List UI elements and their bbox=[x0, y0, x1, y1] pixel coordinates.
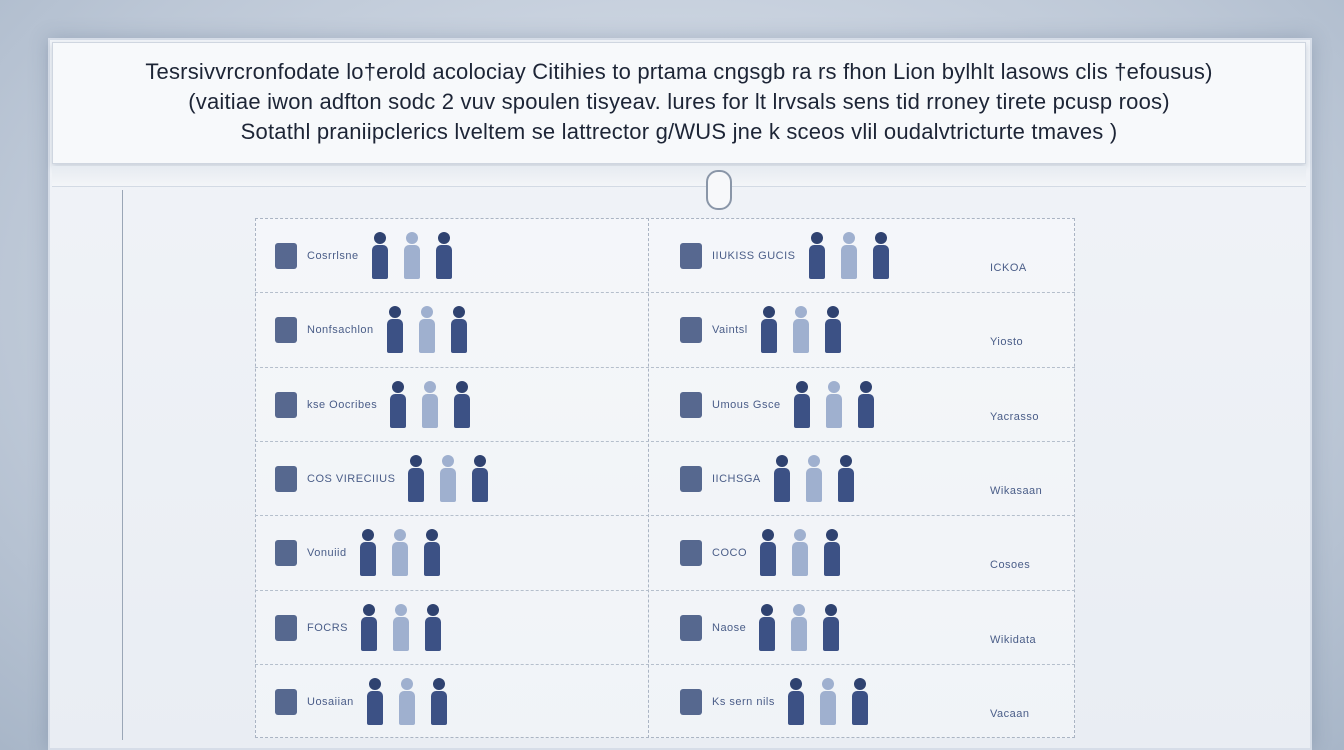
cell-tail-label bbox=[990, 634, 1036, 646]
tail-text: Vacaan bbox=[990, 707, 1030, 720]
cell-tail-label bbox=[990, 262, 1027, 274]
cell-tail-label bbox=[990, 411, 1039, 423]
person-icon bbox=[785, 678, 807, 726]
header-banner bbox=[52, 42, 1306, 164]
header-line-2: (vaitiae iwon adfton sodc 2 vuv spoulen tisyeav. lures for lt lrvsals sens tid rroney tirete pcusp roos) bbox=[188, 89, 1170, 114]
grid-row-divider bbox=[255, 515, 1075, 516]
grid-row-divider bbox=[255, 441, 1075, 442]
person-icon bbox=[849, 678, 871, 726]
grid-cell-right bbox=[680, 306, 844, 354]
person-icon bbox=[357, 529, 379, 577]
grid-cell-left bbox=[275, 381, 473, 429]
person-icon bbox=[803, 455, 825, 503]
person-icon bbox=[822, 306, 844, 354]
grid-cell-left bbox=[275, 232, 455, 280]
cell-tail-label bbox=[990, 336, 1023, 348]
grid-cell-right bbox=[680, 529, 843, 577]
grid-cell-left bbox=[275, 678, 450, 726]
cell-label: COS VIRECIIUS bbox=[307, 472, 396, 485]
person-icon bbox=[405, 455, 427, 503]
cell-label: IIUKISS GUCIS bbox=[712, 250, 796, 262]
cell-label: Umous Gsce bbox=[712, 398, 781, 411]
person-icon bbox=[791, 381, 813, 429]
grid-cell-right bbox=[680, 678, 871, 726]
grid-cell-left bbox=[275, 529, 443, 577]
person-icon bbox=[401, 232, 423, 280]
person-icon bbox=[870, 232, 892, 280]
cell-label: Cosrrlsne bbox=[307, 250, 359, 262]
cell-label: IICHSGA bbox=[712, 472, 761, 485]
grid-cell-left bbox=[275, 455, 491, 503]
person-icon bbox=[771, 455, 793, 503]
cell-label: Vonuiid bbox=[307, 547, 347, 560]
tail-text: Yiosto bbox=[990, 336, 1024, 349]
person-icon bbox=[419, 381, 441, 429]
column-separator bbox=[648, 218, 649, 738]
person-icon bbox=[451, 381, 473, 429]
person-icon bbox=[384, 306, 406, 354]
frame-left-rule bbox=[122, 190, 123, 740]
person-icon bbox=[369, 232, 391, 280]
symbol-icon bbox=[680, 317, 702, 343]
person-icon bbox=[756, 604, 778, 652]
cell-label: Uosaiian bbox=[307, 695, 354, 708]
symbol-icon bbox=[275, 540, 297, 566]
symbol-icon bbox=[275, 317, 297, 343]
person-icon bbox=[820, 604, 842, 652]
cell-tail-label bbox=[990, 708, 1030, 720]
person-icon bbox=[396, 678, 418, 726]
clip-icon bbox=[706, 170, 732, 210]
symbol-icon bbox=[680, 615, 702, 641]
cell-label: Naose bbox=[712, 621, 747, 634]
tail-text: Cosoes bbox=[990, 559, 1031, 572]
grid-row-divider bbox=[255, 292, 1075, 293]
person-icon bbox=[358, 604, 380, 652]
tail-text: Wikasaan bbox=[990, 484, 1043, 497]
person-icon bbox=[788, 604, 810, 652]
grid-cell-right bbox=[680, 381, 877, 429]
grid-cell-right bbox=[680, 455, 857, 503]
symbol-icon bbox=[680, 392, 702, 418]
symbol-icon bbox=[275, 615, 297, 641]
grid-cell-right bbox=[680, 604, 842, 652]
header-line-3: Sotathl praniipclerics lveltem se lattrector g/WUS jne k sceos vlil oudalvtricturte tmaves ) bbox=[240, 119, 1118, 144]
symbol-icon bbox=[680, 243, 702, 269]
symbol-icon bbox=[680, 689, 702, 715]
symbol-icon bbox=[680, 466, 702, 492]
grid-cell-right bbox=[680, 232, 892, 280]
symbol-icon bbox=[275, 689, 297, 715]
tail-text: Yacrasso bbox=[990, 410, 1040, 423]
cell-label: Nonfsachlon bbox=[307, 324, 374, 337]
person-icon bbox=[838, 232, 860, 280]
cell-label: COCO bbox=[712, 547, 747, 560]
header-line-1: Tesrsivvrcronfodate lo†erold acolociay Citihies to prtama cngsgb ra rs fhon Lion bylhlt lasows clis †efousus) bbox=[145, 59, 1213, 84]
cell-label: Ks sern nils bbox=[712, 695, 775, 708]
person-icon bbox=[817, 678, 839, 726]
person-icon bbox=[823, 381, 845, 429]
person-icon bbox=[469, 455, 491, 503]
person-icon bbox=[437, 455, 459, 503]
person-icon bbox=[758, 306, 780, 354]
person-icon bbox=[789, 529, 811, 577]
person-icon bbox=[389, 529, 411, 577]
tail-text: ICKOA bbox=[990, 262, 1027, 274]
clip-rail bbox=[52, 166, 1306, 187]
person-icon bbox=[422, 604, 444, 652]
person-icon bbox=[428, 678, 450, 726]
cell-tail-label bbox=[990, 559, 1030, 571]
person-icon bbox=[364, 678, 386, 726]
cell-tail-label bbox=[990, 485, 1042, 497]
symbol-icon bbox=[275, 466, 297, 492]
person-icon bbox=[835, 455, 857, 503]
symbol-icon bbox=[275, 243, 297, 269]
person-icon bbox=[390, 604, 412, 652]
grid-cell-left bbox=[275, 604, 444, 652]
person-icon bbox=[790, 306, 812, 354]
person-icon bbox=[421, 529, 443, 577]
symbol-icon bbox=[275, 392, 297, 418]
grid-row-divider bbox=[255, 664, 1075, 665]
person-icon bbox=[821, 529, 843, 577]
person-icon bbox=[757, 529, 779, 577]
person-icon bbox=[416, 306, 438, 354]
grid-row-divider bbox=[255, 590, 1075, 591]
person-icon bbox=[433, 232, 455, 280]
cell-label: Vaintsl bbox=[712, 324, 748, 337]
tail-text: Wikidata bbox=[990, 633, 1037, 646]
symbol-icon bbox=[680, 540, 702, 566]
grid-row-divider bbox=[255, 367, 1075, 368]
cell-label: FOCRS bbox=[307, 621, 348, 634]
person-icon bbox=[448, 306, 470, 354]
cell-label: kse Oocribes bbox=[307, 398, 378, 411]
grid-cell-left bbox=[275, 306, 470, 354]
person-icon bbox=[855, 381, 877, 429]
person-icon bbox=[806, 232, 828, 280]
person-icon bbox=[387, 381, 409, 429]
